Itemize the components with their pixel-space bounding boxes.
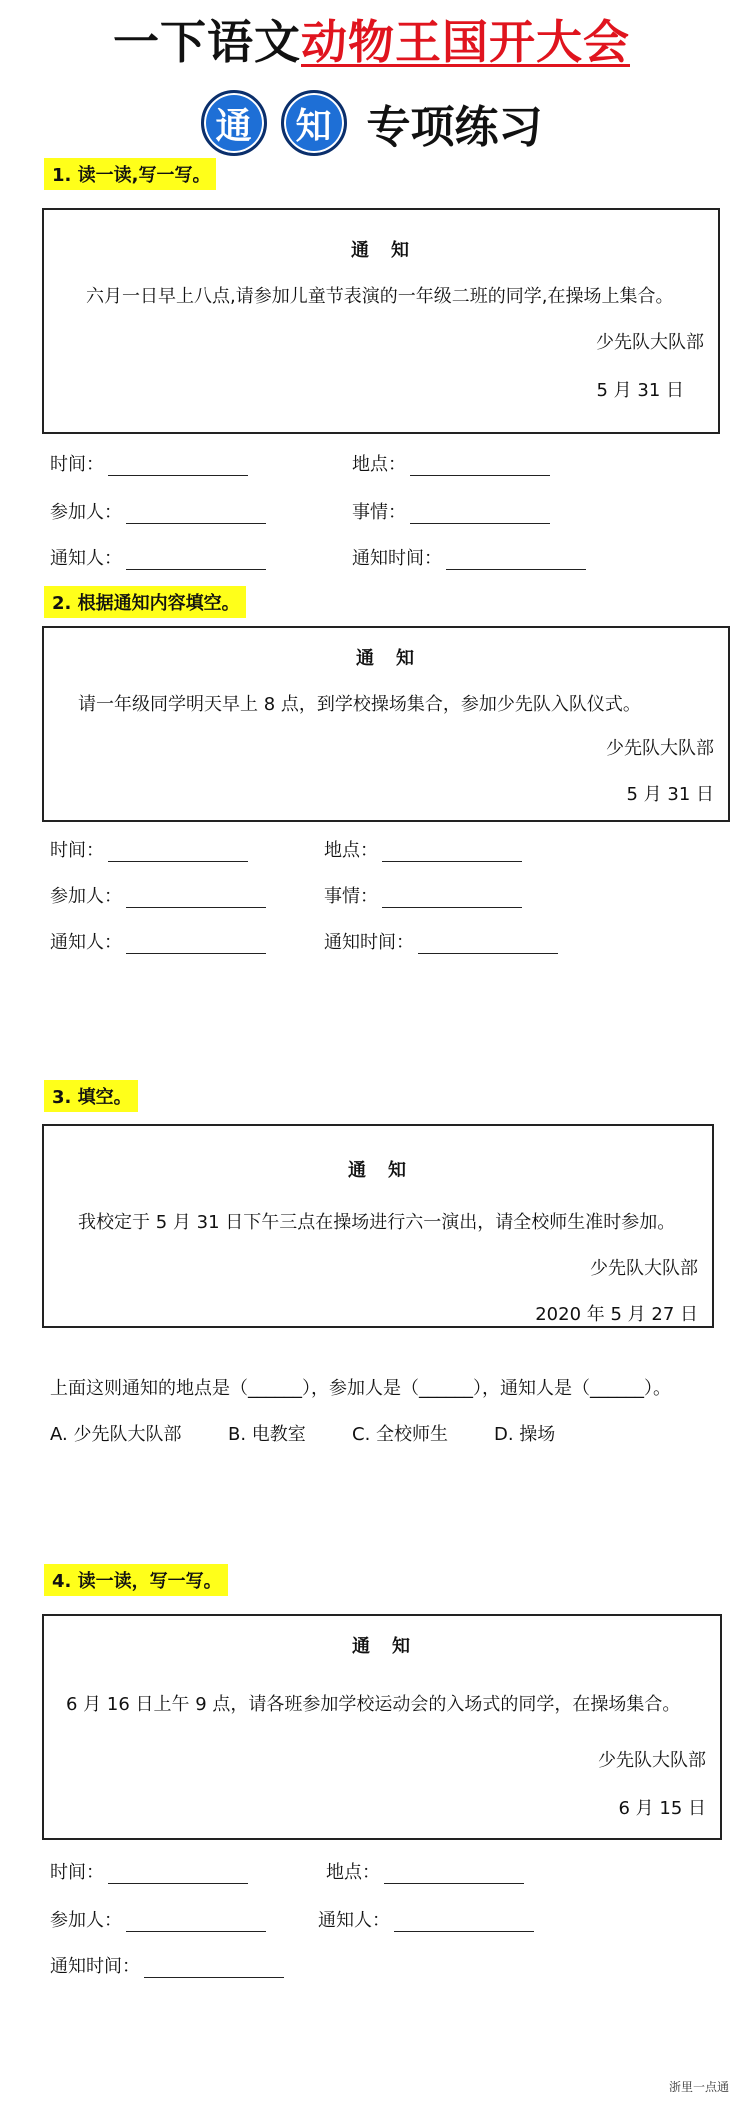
- badge-zhi: 知: [281, 90, 347, 156]
- watermark: 浙里一点通: [668, 2080, 729, 2094]
- section2-time-field: [50, 836, 248, 862]
- section2-notice-signer: 少先队大队部: [606, 738, 714, 759]
- section4-notice-signer: 少先队大队部: [598, 1750, 706, 1771]
- section2-place-field: [324, 836, 522, 862]
- answer-blank[interactable]: [384, 1865, 524, 1884]
- section1-notice-date: 5 月 31 日: [596, 380, 684, 401]
- answer-blank[interactable]: [410, 457, 550, 476]
- section4-notice-box: [42, 1614, 722, 1840]
- answer-blank[interactable]: [108, 843, 248, 862]
- section2-notice-box: [42, 626, 730, 822]
- section1-notice-title: 通 知: [351, 240, 411, 261]
- field-label: 通知人：: [50, 548, 122, 569]
- section4-place-field: [326, 1858, 524, 1884]
- section4-notice-title: 通 知: [352, 1636, 412, 1657]
- answer-blank[interactable]: [126, 505, 266, 524]
- section4-notice-body: 6 月 16 日上午 9 点，请各班参加学校运动会的入场式的同学，在操场集合。: [66, 1694, 681, 1715]
- section1-notice-box: [42, 208, 720, 434]
- section3-notice-signer: 少先队大队部: [590, 1258, 698, 1279]
- section4-participant-field: [50, 1906, 266, 1932]
- section2-notice-body: 请一年级同学明天早上 8 点，到学校操场集合，参加少先队入队仪式。: [78, 694, 641, 715]
- badge-tong: 通: [201, 90, 267, 156]
- section3-notice-title: 通 知: [348, 1160, 408, 1181]
- section3-notice-box: [42, 1124, 714, 1328]
- section4-notice-date: 6 月 15 日: [618, 1798, 706, 1819]
- page-title: [0, 6, 743, 72]
- field-label: 事情：: [352, 502, 406, 523]
- answer-blank[interactable]: [126, 551, 266, 570]
- subtitle-text: 专项练习: [366, 102, 543, 153]
- field-label: 通知人：: [318, 1910, 390, 1931]
- section3-notice-date: 2020 年 5 月 27 日: [535, 1304, 698, 1325]
- field-label: 通知时间：: [50, 1956, 140, 1977]
- section3-notice-body: 我校定于 5 月 31 日下午三点在操场进行六一演出，请全校师生准时参加。: [78, 1212, 676, 1233]
- answer-blank[interactable]: [446, 551, 586, 570]
- answer-blank[interactable]: [418, 935, 558, 954]
- field-label: 通知时间：: [324, 932, 414, 953]
- field-label: 参加人：: [50, 502, 122, 523]
- field-label: 时间：: [50, 1862, 104, 1883]
- field-label: 地点：: [326, 1862, 380, 1883]
- option-d[interactable]: D. 操场: [494, 1424, 556, 1445]
- title-black-part: 一下语文: [113, 15, 301, 69]
- section4-label: 4. 读一读，写一写。: [44, 1564, 228, 1596]
- section3-question: 上面这则通知的地点是（______），参加人是（______），通知人是（______）。: [50, 1378, 671, 1399]
- field-label: 参加人：: [50, 886, 122, 907]
- section1-participant-field: [50, 498, 266, 524]
- field-label: 通知人：: [50, 932, 122, 953]
- answer-blank[interactable]: [126, 889, 266, 908]
- section1-label: 1. 读一读,写一写。: [44, 158, 216, 190]
- section2-notice-date: 5 月 31 日: [626, 784, 714, 805]
- section2-notifier-field: [50, 928, 266, 954]
- section1-notifier-field: [50, 544, 266, 570]
- answer-blank[interactable]: [108, 457, 248, 476]
- answer-blank[interactable]: [126, 935, 266, 954]
- answer-blank[interactable]: [382, 889, 522, 908]
- field-label: 时间：: [50, 840, 104, 861]
- section4-notice-time-field: [50, 1952, 284, 1978]
- section1-notice-body: 六月一日早上八点,请参加儿童节表演的一年级二班的同学,在操场上集合。: [86, 286, 674, 307]
- section1-notice-time-field: [352, 544, 586, 570]
- option-a[interactable]: A. 少先队大队部: [50, 1424, 182, 1445]
- answer-blank[interactable]: [108, 1865, 248, 1884]
- field-label: 地点：: [324, 840, 378, 861]
- field-label: 地点：: [352, 454, 406, 475]
- section1-place-field: [352, 450, 550, 476]
- section2-label: 2. 根据通知内容填空。: [44, 586, 246, 618]
- answer-blank[interactable]: [382, 843, 522, 862]
- section2-participant-field: [50, 882, 266, 908]
- section2-matter-field: [324, 882, 522, 908]
- section1-matter-field: [352, 498, 550, 524]
- option-b[interactable]: B. 电教室: [228, 1424, 306, 1445]
- field-label: 参加人：: [50, 1910, 122, 1931]
- answer-blank[interactable]: [144, 1959, 284, 1978]
- subtitle-row: [0, 88, 743, 158]
- section3-label: 3. 填空。: [44, 1080, 138, 1112]
- section1-time-field: [50, 450, 248, 476]
- section2-notice-title: 通 知: [356, 648, 416, 669]
- section4-notifier-field: [318, 1906, 534, 1932]
- section4-time-field: [50, 1858, 248, 1884]
- answer-blank[interactable]: [410, 505, 550, 524]
- option-c[interactable]: C. 全校师生: [352, 1424, 449, 1445]
- field-label: 通知时间：: [352, 548, 442, 569]
- answer-blank[interactable]: [394, 1913, 534, 1932]
- field-label: 事情：: [324, 886, 378, 907]
- section2-notice-time-field: [324, 928, 558, 954]
- title-red-part: 动物王国开大会: [301, 15, 630, 69]
- answer-blank[interactable]: [126, 1913, 266, 1932]
- section1-notice-signer: 少先队大队部: [596, 332, 704, 353]
- field-label: 时间：: [50, 454, 104, 475]
